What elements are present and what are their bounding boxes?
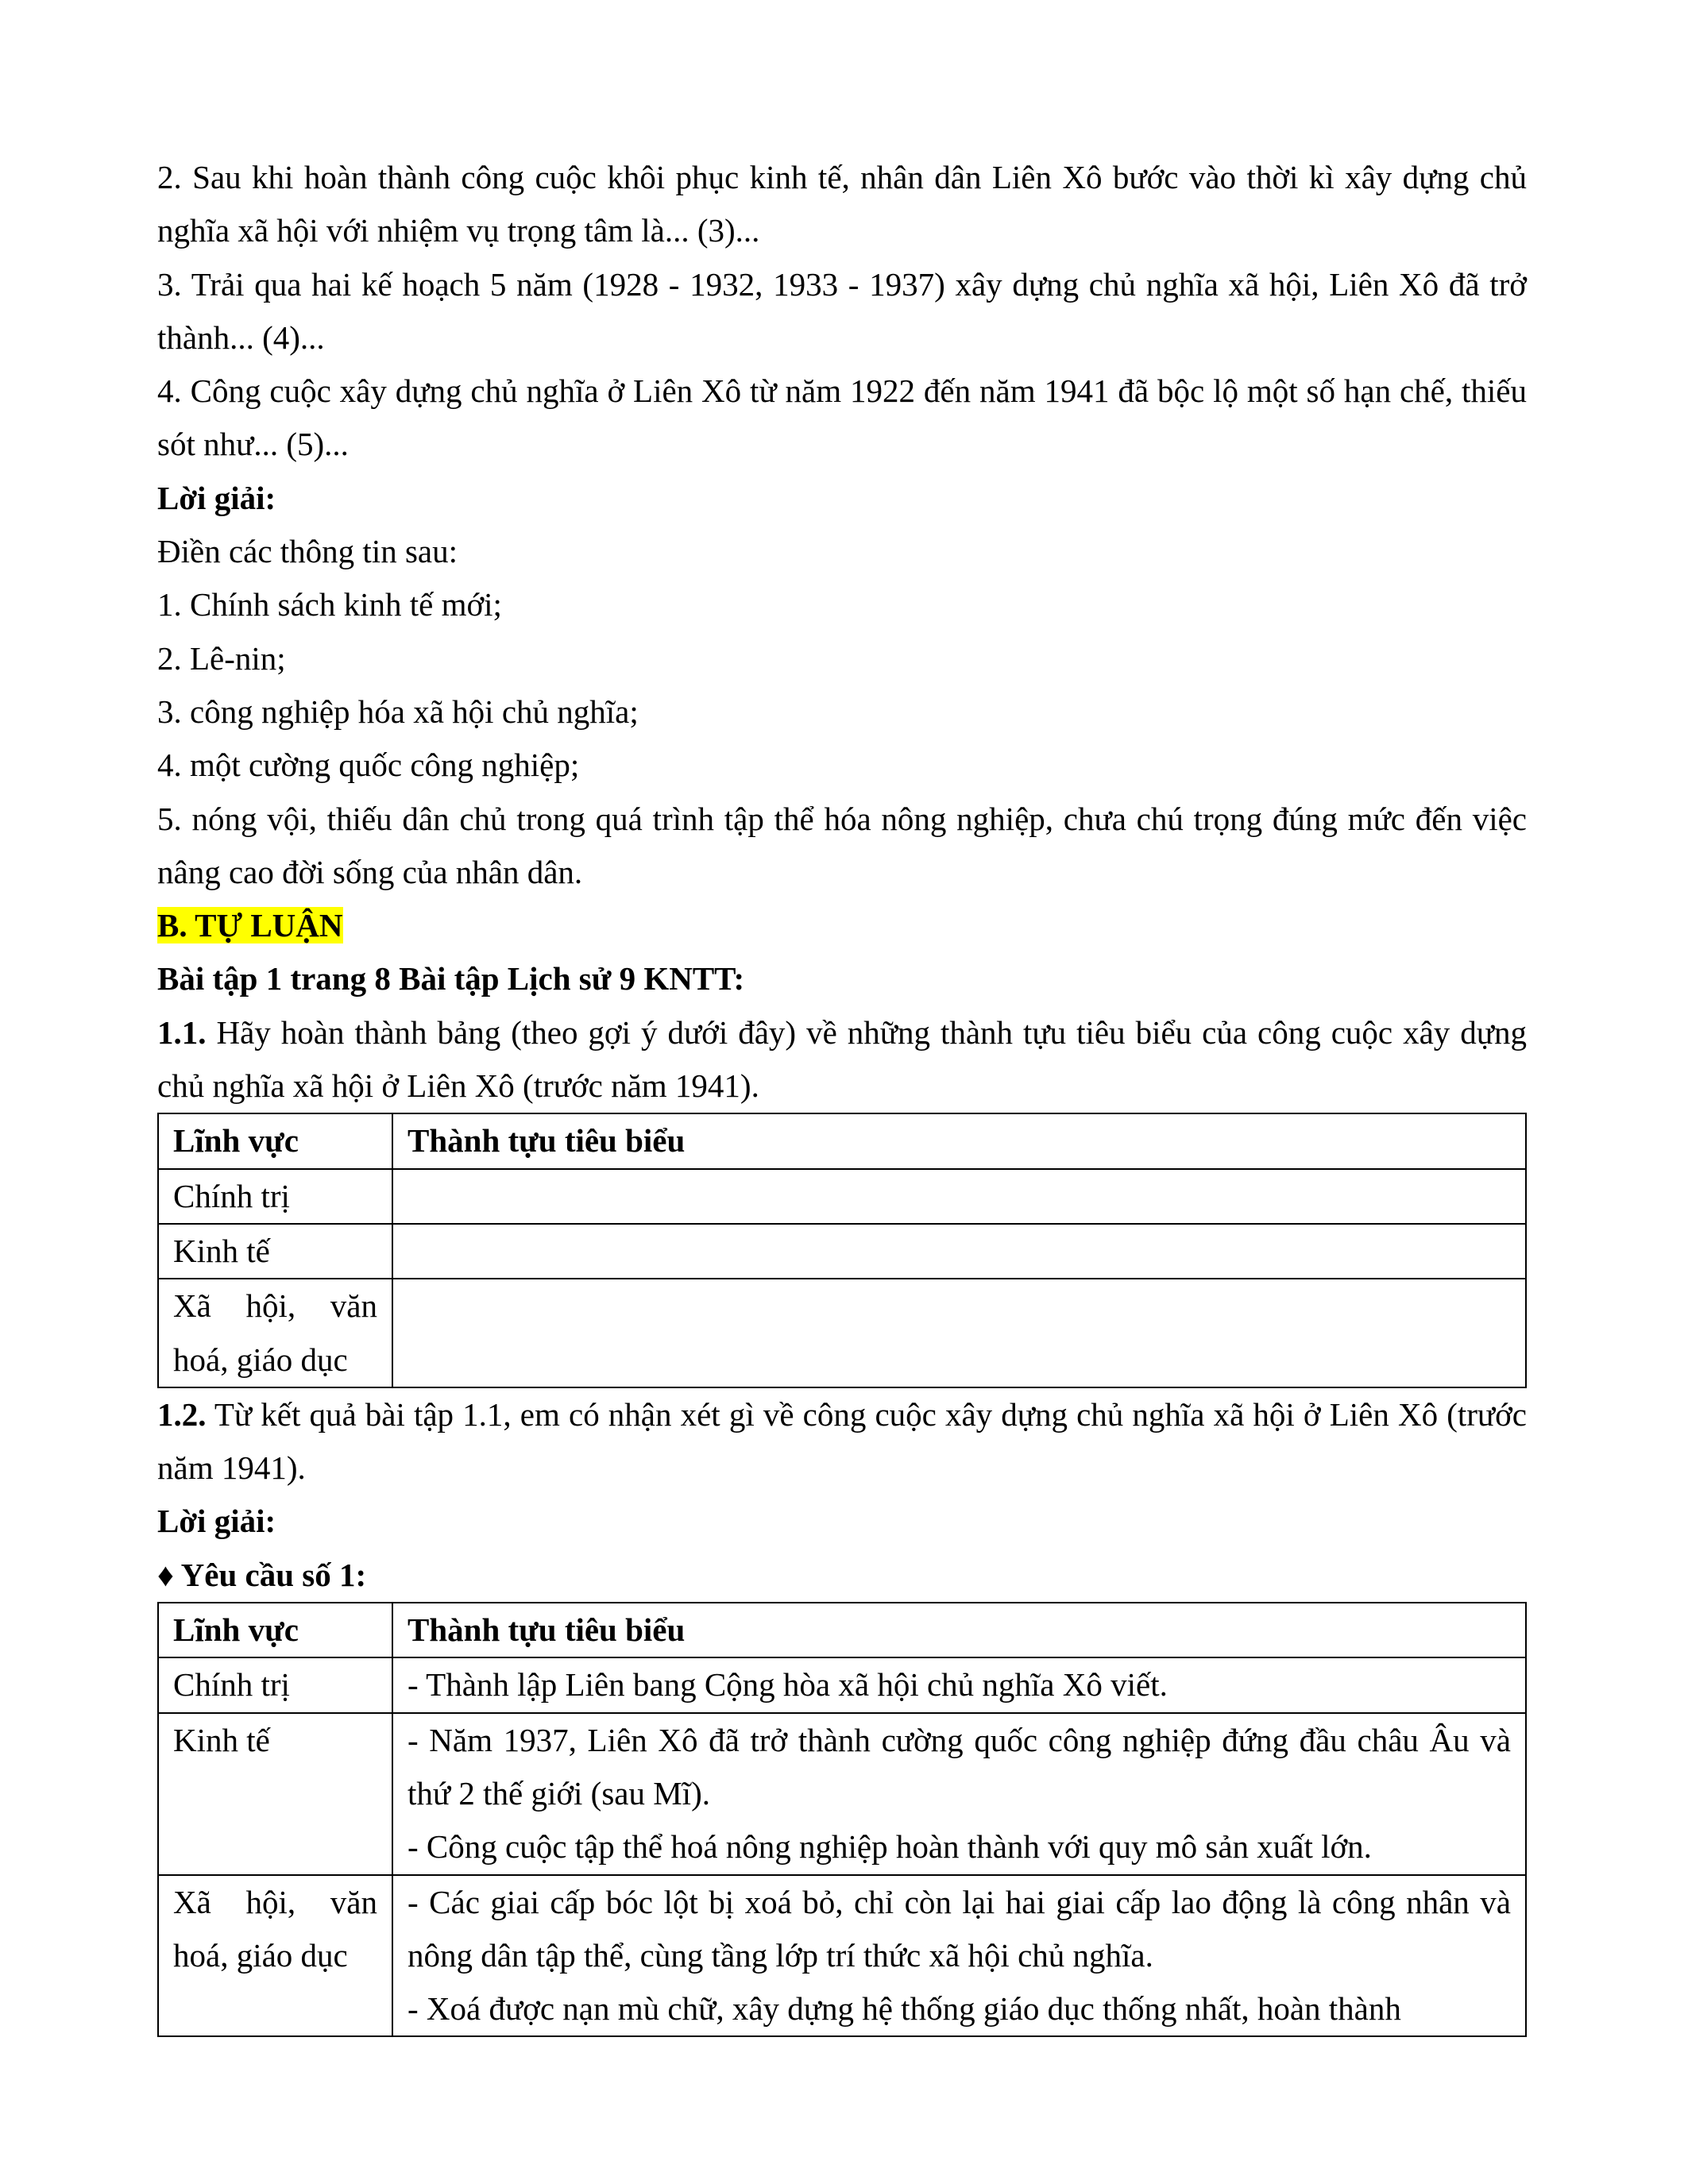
solution-label: Lời giải: — [157, 1503, 276, 1540]
achievement-line: - Công cuộc tập thể hoá nông nghiệp hoàn thành với quy mô sản xuất lớn. — [408, 1828, 1372, 1866]
table-row — [158, 1657, 1526, 1712]
question-1-2 — [157, 1388, 1527, 1495]
empty-cell — [392, 1224, 1526, 1279]
section-heading: B. TỰ LUẬN — [157, 907, 343, 944]
blank-table — [157, 1113, 1527, 1387]
requirement-heading: ♦ Yêu cầu số 1: — [157, 1556, 367, 1593]
table-row — [158, 1875, 1526, 2037]
solution-label: Lời giải: — [157, 479, 276, 516]
table-row — [158, 1279, 1526, 1387]
question-1-1 — [157, 1006, 1527, 1113]
header-cell: Thành tựu tiêu biểu — [408, 1122, 686, 1160]
empty-cell — [392, 1169, 1526, 1224]
empty-cell — [392, 1279, 1526, 1387]
answer-item: 4. một cường quốc công nghiệp; — [157, 747, 580, 784]
question-text: Hãy hoàn thành bảng (theo gợi ý dưới đây) về những thành tựu tiêu biểu của công cuộc xây dựng chủ nghĩa xã hội ở Liên Xô (trước năm 1941). — [157, 1013, 1527, 1105]
field-cell: Chính trị — [158, 1657, 392, 1712]
field-cell: Xã hội, văn hoá, giáo dục — [158, 1279, 392, 1387]
fill-intro: Điền các thông tin sau: — [157, 533, 458, 570]
question-item: 3. Trải qua hai kế hoạch 5 năm (1928 - 1932, 1933 - 1937) xây dựng chủ nghĩa xã hội, Liên Xô đã trở thành... (4)... — [157, 265, 1527, 356]
field-cell: Chính trị — [158, 1169, 392, 1224]
answer-item: 3. công nghiệp hóa xã hội chủ nghĩa; — [157, 693, 639, 730]
achievement-line: - Xoá được nạn mù chữ, xây dựng hệ thống giáo dục thống nhất, hoàn thành — [408, 1990, 1401, 2028]
achievement-line: - Các giai cấp bóc lột bị xoá bỏ, chỉ còn lại hai giai cấp lao động là công nhân và nông dân tập thể, cùng tầng lớp trí thức xã hội chủ nghĩa. — [408, 1883, 1511, 1974]
question-number: 1.2. — [157, 1395, 207, 1433]
table-header-row — [158, 1603, 1526, 1657]
answer-item: 5. nóng vội, thiếu dân chủ trong quá trình tập thể hóa nông nghiệp, chưa chú trọng đúng mức đến việc nâng cao đời sống của nhân dân. — [157, 800, 1527, 890]
answer-item: 2. Lê-nin; — [157, 639, 286, 677]
table-header-row — [158, 1113, 1526, 1168]
answer-table — [157, 1602, 1527, 2037]
question-text: Từ kết quả bài tập 1.1, em có nhận xét gì về công cuộc xây dựng chủ nghĩa xã hội ở Liên Xô (trước năm 1941). — [157, 1395, 1527, 1487]
table-row — [158, 1713, 1526, 1875]
achievement-line: - Thành lập Liên bang Cộng hòa xã hội chủ nghĩa Xô viết. — [408, 1666, 1168, 1704]
table-row — [158, 1169, 1526, 1224]
field-cell: Kinh tế — [158, 1713, 392, 1875]
field-cell: Xã hội, văn hoá, giáo dục — [158, 1875, 392, 2037]
question-number: 1.1. — [157, 1013, 207, 1051]
answer-item: 1. Chính sách kinh tế mới; — [157, 586, 502, 623]
question-item: 4. Công cuộc xây dựng chủ nghĩa ở Liên Xô từ năm 1922 đến năm 1941 đã bộc lộ một số hạn chế, thiếu sót như... (5)... — [157, 372, 1527, 463]
exercise-title: Bài tập 1 trang 8 Bài tập Lịch sử 9 KNTT: — [157, 960, 745, 997]
header-cell: Lĩnh vực — [173, 1122, 299, 1160]
header-cell: Lĩnh vực — [173, 1611, 299, 1649]
header-cell: Thành tựu tiêu biểu — [408, 1611, 686, 1649]
table-row — [158, 1224, 1526, 1279]
document-body — [157, 151, 1527, 2037]
field-cell: Kinh tế — [158, 1224, 392, 1279]
achievement-line: - Năm 1937, Liên Xô đã trở thành cường quốc công nghiệp đứng đầu châu Âu và thứ 2 thế giới (sau Mĩ). — [408, 1721, 1511, 1812]
question-item: 2. Sau khi hoàn thành công cuộc khôi phục kinh tế, nhân dân Liên Xô bước vào thời kì xây dựng chủ nghĩa xã hội với nhiệm vụ trọng tâm là... (3)... — [157, 159, 1527, 249]
